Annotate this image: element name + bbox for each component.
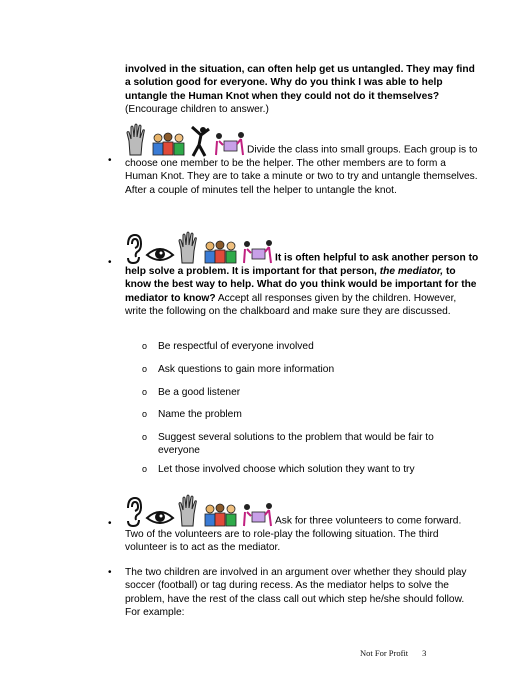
subitem-marker: o xyxy=(142,364,148,374)
children-group-icon xyxy=(203,239,239,265)
bullet-item-mediator xyxy=(125,231,480,319)
subitem-marker: o xyxy=(142,387,148,397)
children-group-icon xyxy=(151,131,187,157)
subitem-list-item xyxy=(142,431,438,458)
subitem-text: Be a good listener xyxy=(158,387,241,398)
hand-icon xyxy=(177,494,201,528)
bullet-marker: • xyxy=(108,257,112,268)
hand-icon xyxy=(125,123,149,157)
children-carrying-box-icon xyxy=(241,239,275,265)
hand-icon xyxy=(177,231,201,265)
bullet-marker: • xyxy=(108,518,112,529)
subitem-text: Be respectful of everyone involved xyxy=(158,341,314,352)
subitem-text: Name the problem xyxy=(158,409,242,420)
bullet-marker: • xyxy=(108,567,112,578)
mediator-instruction: Accept all responses given by the children. However, write the following on the chalkboard and make sure they are discussed. xyxy=(125,292,457,318)
subitem-list-item xyxy=(142,463,452,476)
subitem-marker: o xyxy=(142,464,148,474)
stretching-person-icon xyxy=(189,125,211,157)
subitem-list-item xyxy=(142,340,452,353)
bullet-text: The two children are involved in an argument over whether they should play soccer (football) or tag during recess. As the mediator helps to solve the problem, have the rest of the class call out which step he/she should follow. For example: xyxy=(125,567,467,619)
subitem-marker: o xyxy=(142,341,148,351)
activity-icons xyxy=(125,494,275,528)
subitem-marker: o xyxy=(142,432,148,442)
bullet-item-volunteers xyxy=(125,494,480,555)
eye-icon xyxy=(145,243,175,265)
children-group-icon xyxy=(203,502,239,528)
activity-icons xyxy=(125,231,275,265)
ear-icon xyxy=(125,496,143,528)
subitem-text: Ask questions to gain more information xyxy=(158,364,335,375)
mediator-term: the mediator, xyxy=(379,266,444,277)
children-carrying-box-icon xyxy=(213,131,247,157)
mediator-question-part1: It is often helpful to ask another person to help solve a problem. It is important for that person, xyxy=(125,252,479,277)
activity-icons xyxy=(125,123,247,157)
mediator-question-part2: to know the best way to help. What do you think would be important for the mediator to know? xyxy=(125,266,477,304)
intro-instruction: (Encourage children to answer.) xyxy=(125,104,269,116)
subitem-list-item xyxy=(142,408,452,421)
bullet-item-small-groups xyxy=(125,123,480,197)
children-carrying-box-icon xyxy=(241,502,275,528)
eye-icon xyxy=(145,506,175,528)
bullet-marker: • xyxy=(108,155,112,166)
bullet-text: Ask for three volunteers to come forward. Two of the volunteers are to role-play the following situation. The third volunteer is to act as the mediator. xyxy=(125,515,462,554)
bullet-item-role-play xyxy=(125,566,480,620)
subitem-list-item xyxy=(142,386,452,399)
subitem-list-item xyxy=(142,363,452,376)
intro-question: involved in the situation, can often help get us untangled. They may find a solution good for everyone. Why do you think I was able to help untangle the Human Knot when they could not do it themselves? xyxy=(125,64,475,102)
page-footer xyxy=(360,648,426,658)
footer-label: Not For Profit xyxy=(360,648,409,658)
ear-icon xyxy=(125,233,143,265)
subitem-text: Let those involved choose which solution they want to try xyxy=(158,464,415,475)
subitem-text: Suggest several solutions to the problem that would be fair to everyone xyxy=(158,432,434,457)
subitem-marker: o xyxy=(142,409,148,419)
page-number: 3 xyxy=(422,648,427,658)
bullet-text: Divide the class into small groups. Each group is to choose one member to be the helper. The other members are to form a Human Knot. They are to take a minute or two to try and untangle themselves. After a couple of minutes tell the helper to untangle the knot. xyxy=(125,144,478,196)
intro-paragraph xyxy=(125,63,480,117)
